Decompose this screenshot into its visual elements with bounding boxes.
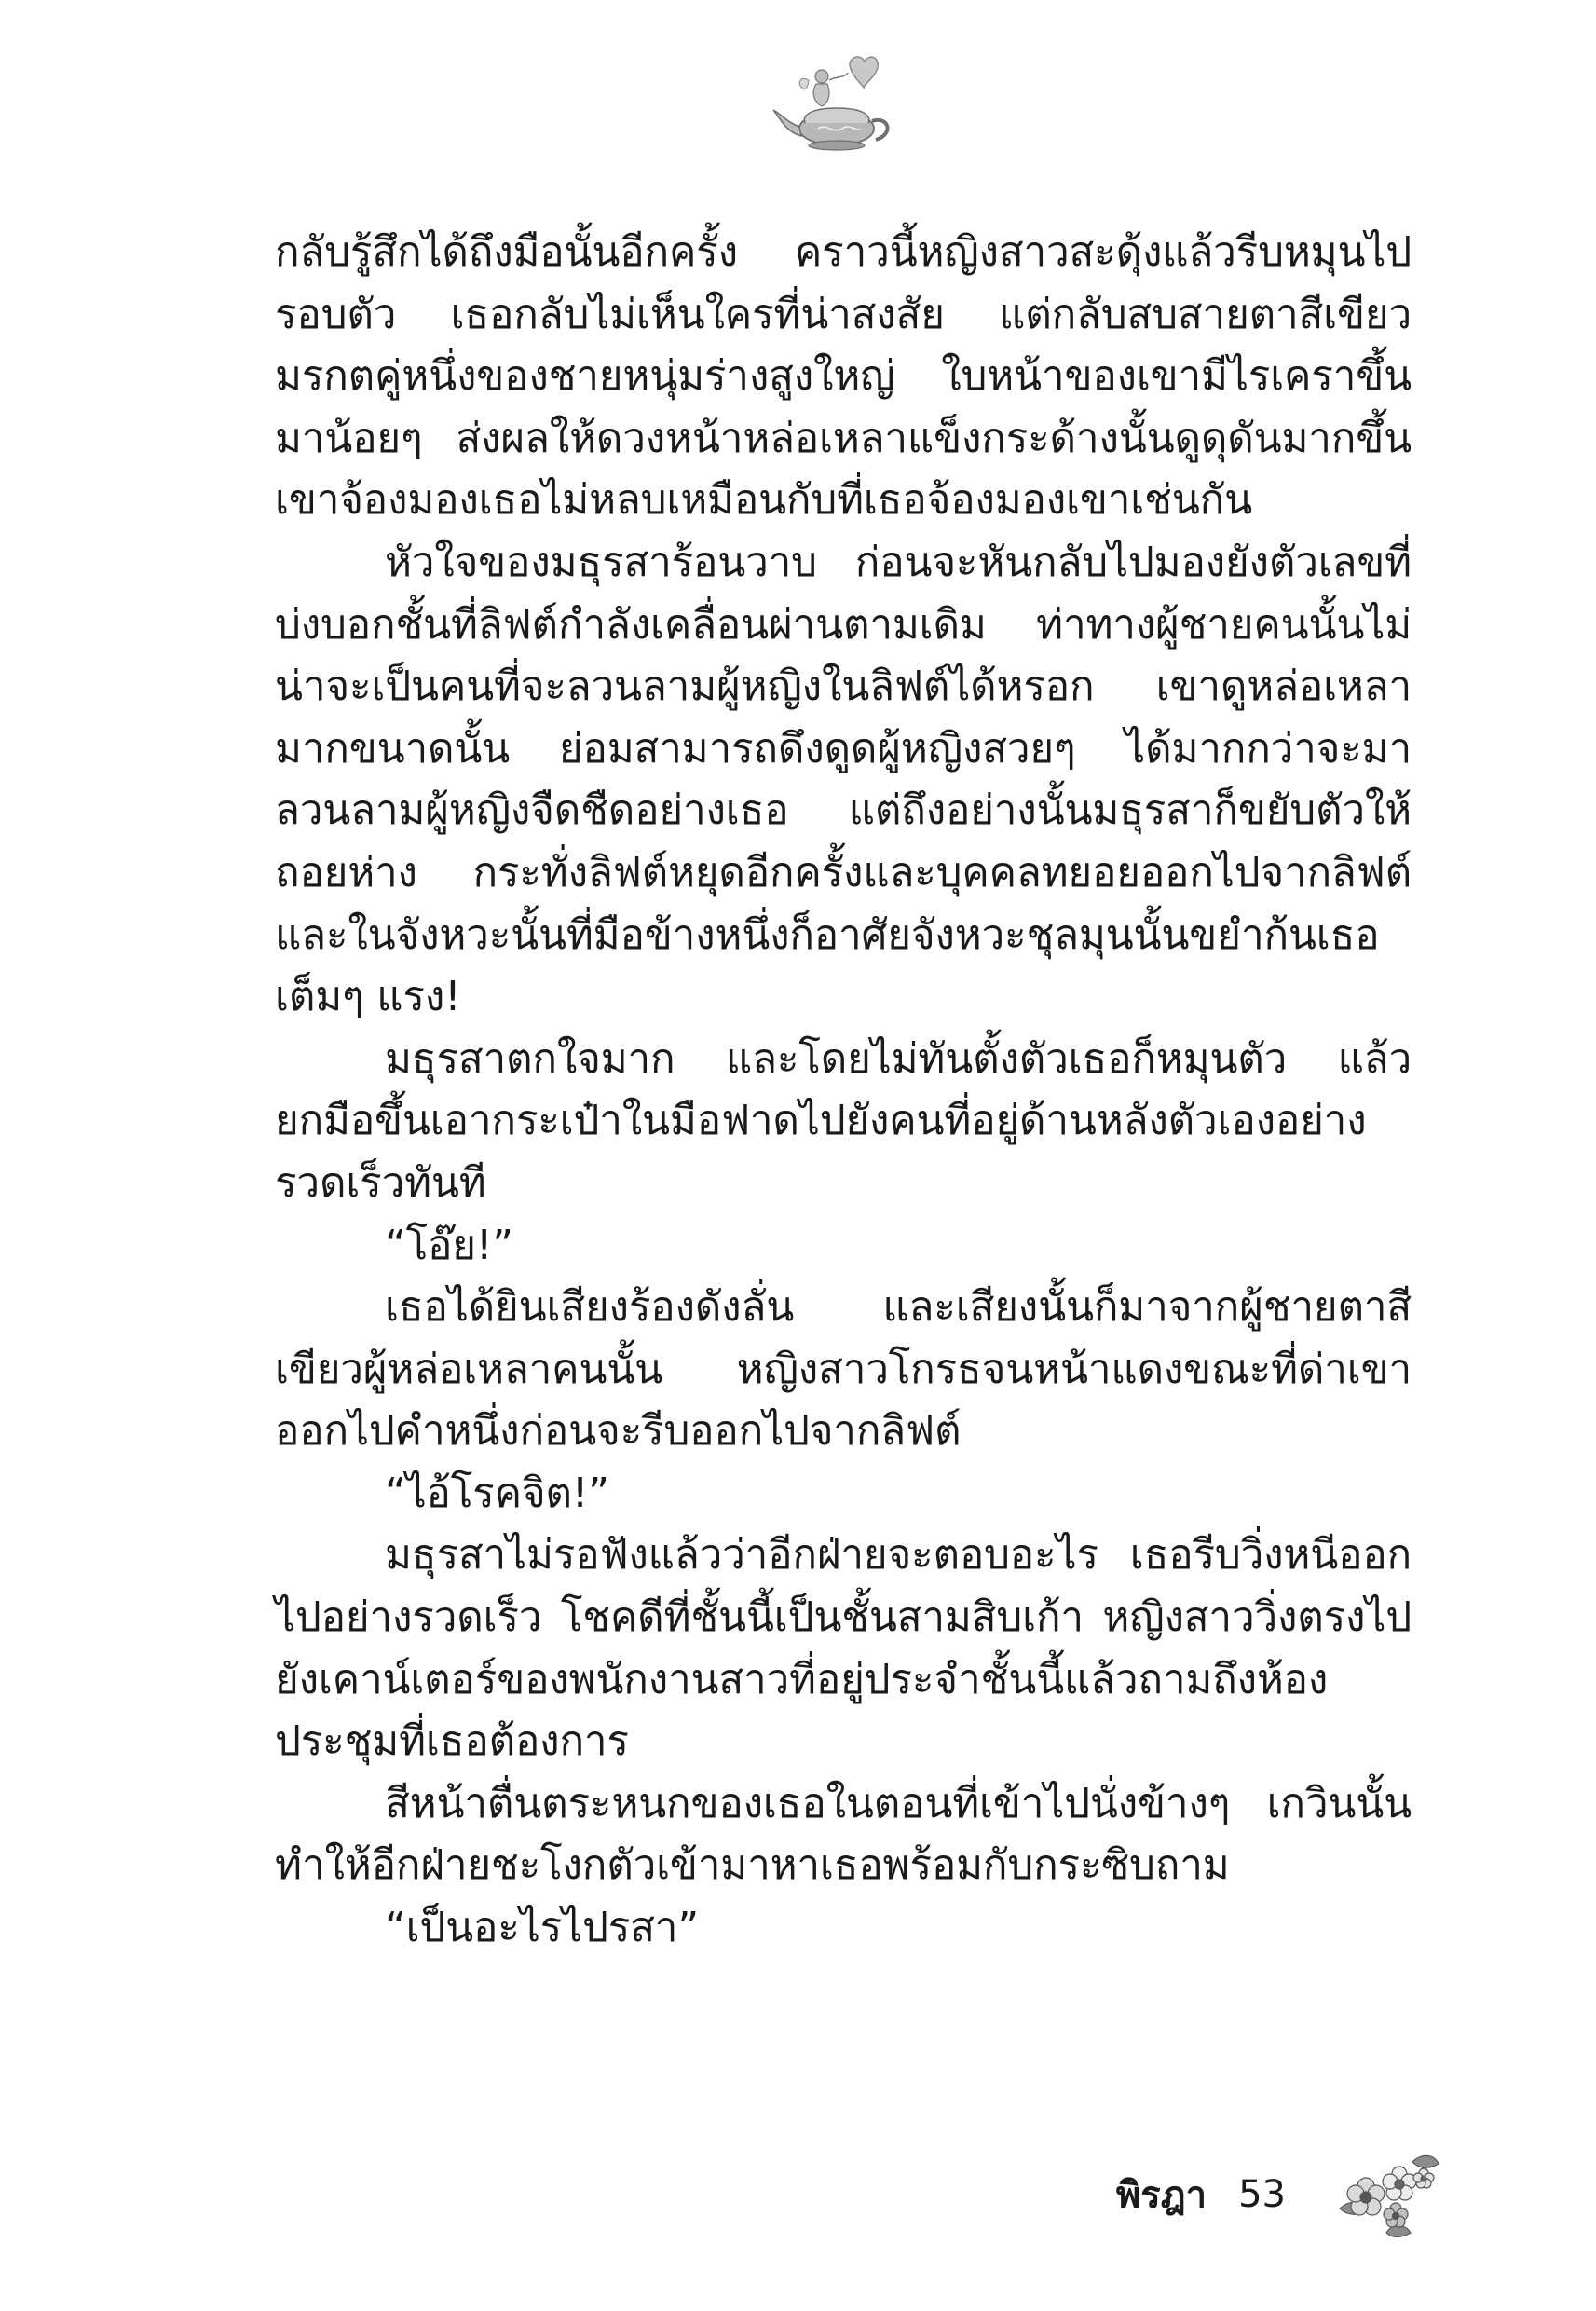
- body-text: [275, 222, 1412, 1960]
- teapot-cupid-ornament-icon: [764, 48, 904, 160]
- paragraph: มธุรสาตกใจมาก และโดยไม่ทันตั้งตัวเธอก็หมุนตัว แล้วยกมือขึ้นเอากระเป๋าในมือฟาดไปยังคนที่อยู่ด้านหลังตัวเองอย่างรวดเร็วทันที: [275, 1034, 1412, 1207]
- paragraph: มธุรสาไม่รอฟังแล้วว่าอีกฝ่ายจะตอบอะไร เธอรีบวิ่งหนีออกไปอย่างรวดเร็ว โชคดีที่ชั้นนี้เป็นชั้นสามสิบเก้า หญิงสาววิ่งตรงไปยังเคาน์เตอร์ของพนักงานสาวที่อยู่ประจำชั้นนี้แล้วถามถึงห้องประชุมที่เธอต้องการ: [275, 1531, 1412, 1766]
- book-title: พิรฎา: [1115, 2174, 1207, 2217]
- page-number: 53: [1238, 2173, 1286, 2216]
- dialogue-line: “โอ๊ย!”: [385, 1221, 513, 1269]
- page-footer: [1116, 2139, 1442, 2250]
- dialogue-line: “เป็นอะไรไปรสา”: [385, 1904, 699, 1952]
- paragraph: สีหน้าตื่นตระหนกของเธอในตอนที่เข้าไปนั่งข้างๆ เกวินนั้นทำให้อีกฝ่ายชะโงกตัวเข้ามาหาเธอพร้อมกับกระซิบถาม: [275, 1779, 1412, 1890]
- paragraph: เธอได้ยินเสียงร้องดังลั่น และเสียงนั้นก็มาจากผู้ชายตาสีเขียวผู้หล่อเหลาคนนั้น หญิงสาวโกรธจนหน้าแดงขณะที่ด่าเขาออกไปคำหนึ่งก่อนจะรีบออกไปจากลิฟต์: [275, 1283, 1412, 1456]
- paragraph: หัวใจของมธุรสาร้อนวาบ ก่อนจะหันกลับไปมองยังตัวเลขที่บ่งบอกชั้นที่ลิฟต์กำลังเคลื่อนผ่านตามเดิม ท่าทางผู้ชายคนนั้นไม่น่าจะเป็นคนที่จะลวนลามผู้หญิงในลิฟต์ได้หรอก เขาดูหล่อเหลามากขนาดนั้น ย่อมสามารถดึงดูดผู้หญิงสวยๆ ได้มากกว่าจะมาลวนลามผู้หญิงจืดชืดอย่างเธอ แต่ถึงอย่างนั้นมธุรสาก็ขยับตัวให้ถอยห่าง กระทั่งลิฟต์หยุดอีกครั้งและบุคคลทยอยออกไปจากลิฟต์ และในจังหวะนั้นที่มือข้างหนึ่งก็อาศัยจังหวะชุลมุนนั้นขยำก้นเธอเต็มๆ แรง!: [275, 538, 1412, 1021]
- flower-bouquet-icon: [1330, 2143, 1442, 2246]
- dialogue-line: “ไอ้โรคจิต!”: [385, 1469, 609, 1517]
- paragraph: กลับรู้สึกได้ถึงมือนั้นอีกครั้ง คราวนี้หญิงสาวสะดุ้งแล้วรีบหมุนไปรอบตัว เธอกลับไม่เห็นใครที่น่าสงสัย แต่กลับสบสายตาสีเขียวมรกตคู่หนึ่งของชายหนุ่มร่างสูงใหญ่ ใบหน้าของเขามีไรเคราขึ้นมาน้อยๆ ส่งผลให้ดวงหน้าหล่อเหลาแข็งกระด้างนั้นดูดุดันมากขึ้น เขาจ้องมองเธอไม่หลบเหมือนกับที่เธอจ้องมองเขาเช่นกัน: [275, 228, 1412, 525]
